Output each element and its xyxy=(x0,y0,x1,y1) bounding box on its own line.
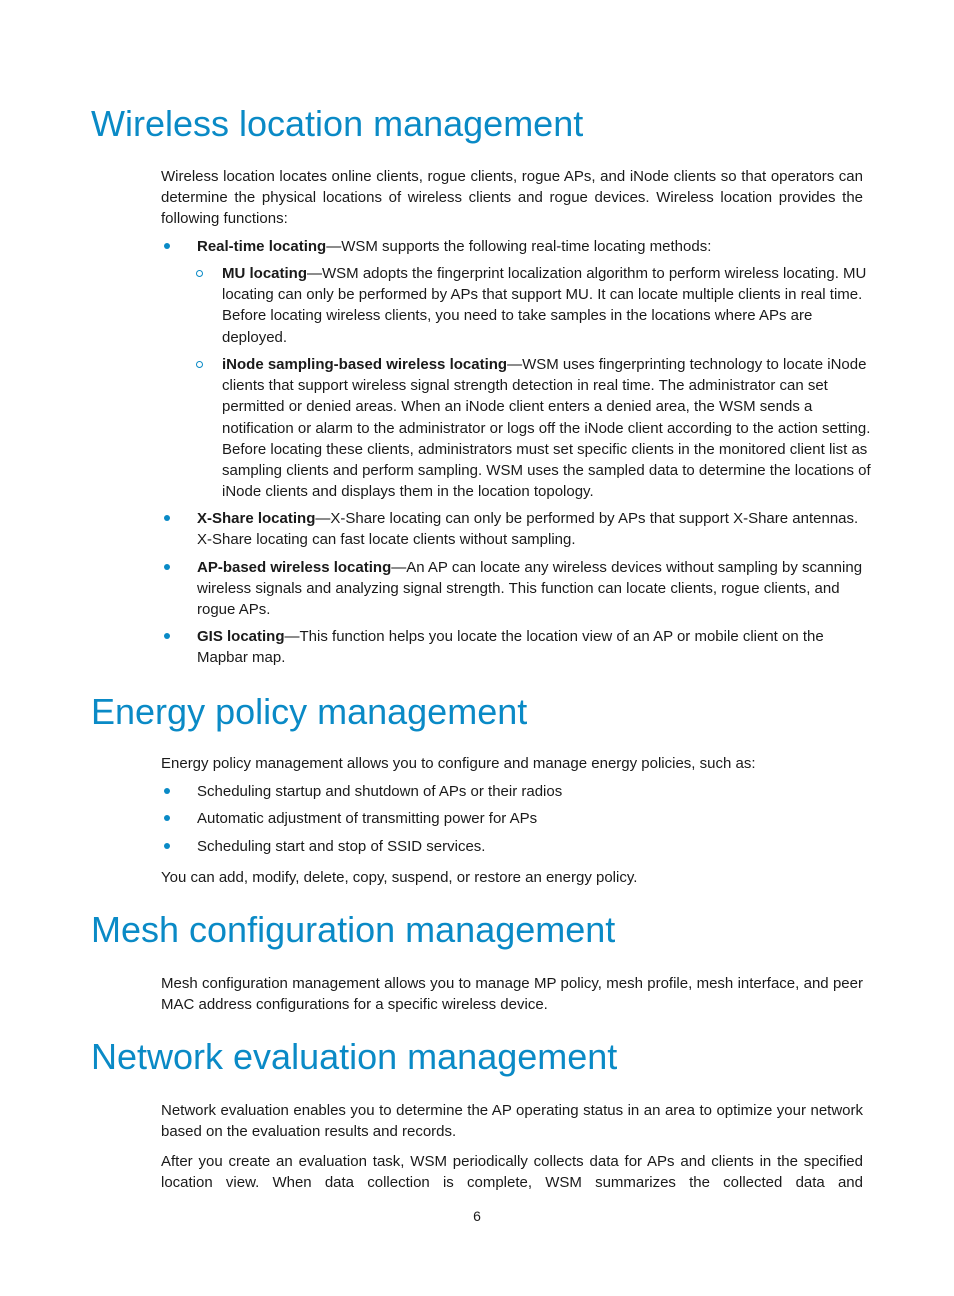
energy-outro: You can add, modify, delete, copy, suspend, or restore an energy policy. xyxy=(161,869,638,886)
bullet-icon xyxy=(164,515,170,521)
mesh-intro: Mesh configuration management allows you to manage MP policy, mesh profile, mesh interface, and peer MAC address configurations for a specific wireless device. xyxy=(161,975,863,1014)
desc: —WSM uses fingerprinting technology to locate iNode clients that support wireless signal strength detection in real time. The administrator can set permitted or denied areas. When an iNode client enters a denied area, the WSM sends a notification or alarm to the administrator or logs off the iNode client according to the action setting. Before locating these clients, administrators must set specific clients in the monitored client list as sampling clients and perform sampling. WSM uses the sampled data to determine the locations of iNode clients and displays them in the location topology. xyxy=(222,356,871,501)
hollow-bullet-icon xyxy=(196,361,203,368)
network-paragraph-1: Network evaluation enables you to determine the AP operating status in an area to optimize your network based on the evaluation results and records. xyxy=(161,1102,863,1141)
section-heading-wireless-location: Wireless location management xyxy=(91,103,584,144)
section-heading-mesh-configuration: Mesh configuration management xyxy=(91,909,616,950)
section-heading-energy-policy: Energy policy management xyxy=(91,691,528,732)
desc: —This function helps you locate the location view of an AP or mobile client on the Mapbar map. xyxy=(197,628,824,667)
list-item-ap-based-locating xyxy=(197,557,877,621)
bullet-icon xyxy=(164,843,170,849)
bullet-icon xyxy=(164,564,170,570)
list-item: Scheduling startup and shutdown of APs or their radios xyxy=(197,783,563,800)
bullet-icon xyxy=(164,788,170,794)
hollow-bullet-icon xyxy=(196,270,203,277)
list-item-gis-locating xyxy=(197,626,877,668)
desc: —An AP can locate any wireless devices without sampling by scanning wireless signals and analyzing signal strength. This function can locate clients, rogue clients, and rogue APs. xyxy=(197,559,863,619)
list-item: Scheduling start and stop of SSID services. xyxy=(197,838,486,855)
network-paragraph-2: After you create an evaluation task, WSM periodically collects data for APs and clients in the specified location view. When data collection is complete, WSM summarizes the collected data and xyxy=(161,1153,863,1192)
term: AP-based wireless locating xyxy=(197,559,392,576)
term: iNode sampling-based wireless locating xyxy=(222,356,508,373)
bullet-icon xyxy=(164,243,170,249)
energy-intro: Energy policy management allows you to configure and manage energy policies, such as: xyxy=(161,755,756,772)
bullet-icon xyxy=(164,633,170,639)
desc: —WSM supports the following real-time locating methods: xyxy=(326,238,712,255)
term: X-Share locating xyxy=(197,510,316,527)
sublist-item-mu-locating xyxy=(222,263,877,348)
sublist-item-inode-locating xyxy=(222,354,877,502)
term: Real-time locating xyxy=(197,238,327,255)
wireless-intro: Wireless location locates online clients, rogue clients, rogue APs, and iNode clients so that operators can determine the physical locations of wireless clients and rogue devices. Wireless location provides the following functions: xyxy=(161,168,863,228)
page-number: 6 xyxy=(473,1208,481,1224)
section-heading-network-evaluation: Network evaluation management xyxy=(91,1036,618,1077)
list-item-real-time-locating xyxy=(197,236,877,257)
list-item-x-share-locating xyxy=(197,508,877,550)
desc: —X-Share locating can only be performed by APs that support X-Share antennas. X-Share locating can fast locate clients without sampling. xyxy=(197,510,859,549)
list-item: Automatic adjustment of transmitting power for APs xyxy=(197,810,538,827)
bullet-icon xyxy=(164,815,170,821)
desc: —WSM adopts the fingerprint localization algorithm to perform wireless locating. MU locating can only be performed by APs that support MU. It can locate multiple clients in real time. Before locating wireless clients, you need to take samples in the locations where APs are deployed. xyxy=(222,265,867,346)
term: GIS locating xyxy=(197,628,285,645)
term: MU locating xyxy=(222,265,307,282)
